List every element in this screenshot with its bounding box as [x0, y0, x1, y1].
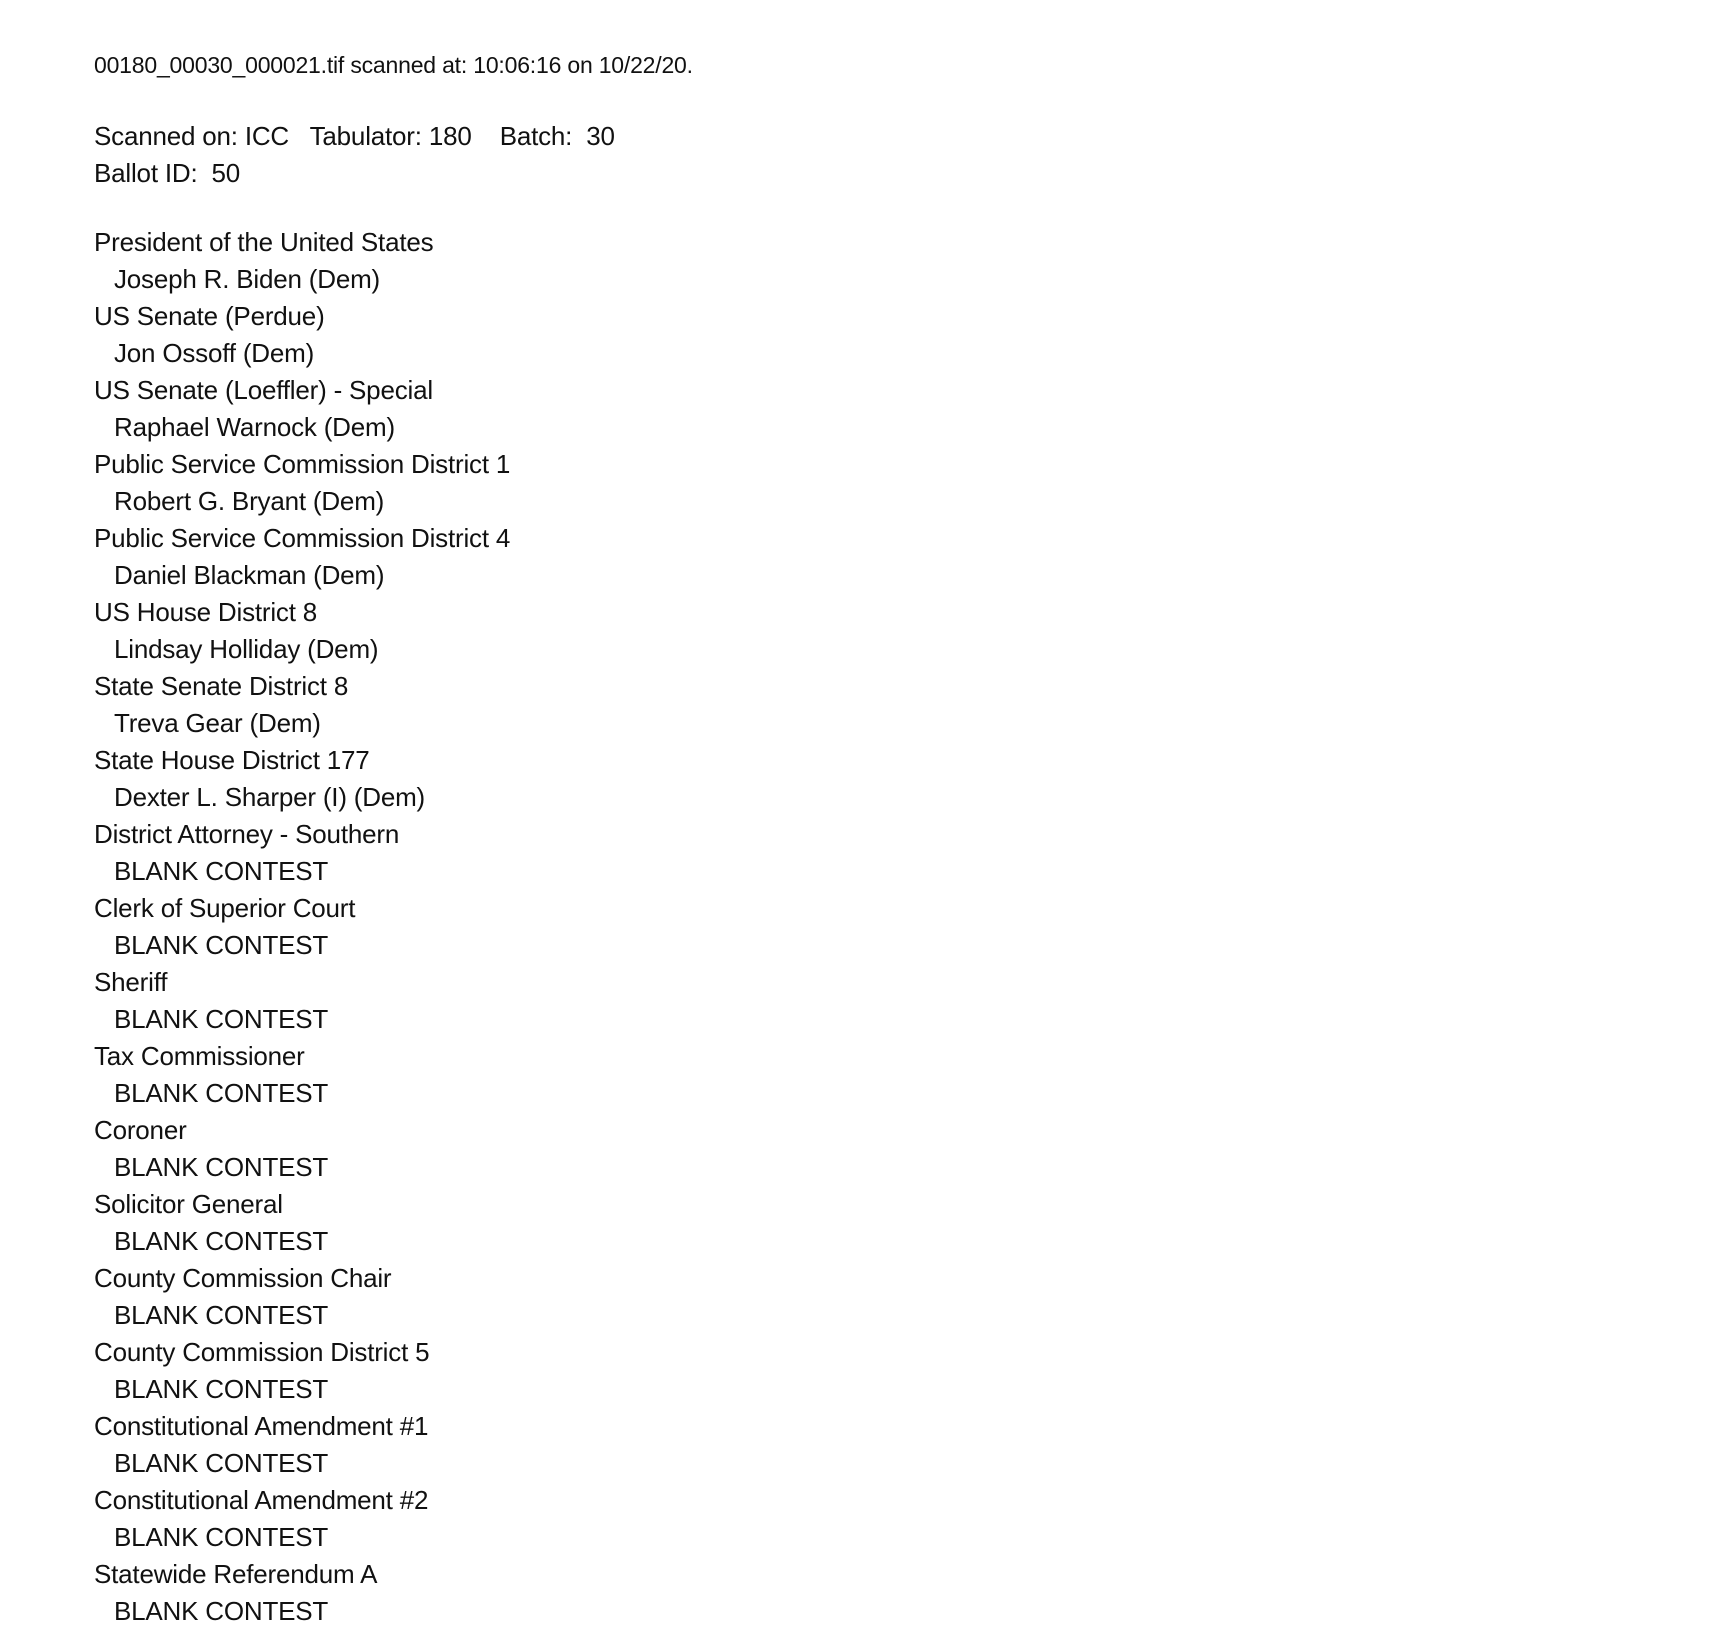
contest-title: Public Service Commission District 1: [94, 449, 511, 479]
scan-info-line: Scanned on: ICC Tabulator: 180 Batch: 30: [94, 121, 615, 151]
contest-selection: BLANK CONTEST: [114, 1300, 329, 1330]
contest-selection: Raphael Warnock (Dem): [114, 412, 395, 442]
scan-filename-line: 00180_00030_000021.tif scanned at: 10:06:16 on 10/22/20.: [94, 52, 693, 78]
contest-title: Tax Commissioner: [94, 1041, 305, 1071]
contest-selection: BLANK CONTEST: [114, 1226, 329, 1256]
contest-selection: BLANK CONTEST: [114, 856, 329, 886]
contest-title: State House District 177: [94, 745, 370, 775]
contest-title: Sheriff: [94, 967, 168, 997]
contest-selection: Robert G. Bryant (Dem): [114, 486, 385, 516]
contest-title: Solicitor General: [94, 1189, 283, 1219]
contest-selection: Jon Ossoff (Dem): [114, 338, 315, 368]
contest-title: Constitutional Amendment #2: [94, 1485, 429, 1515]
contest-title: County Commission District 5: [94, 1337, 430, 1367]
contest-list: [94, 224, 1709, 1630]
contest-title: Public Service Commission District 4: [94, 523, 511, 553]
contest-title: Constitutional Amendment #1: [94, 1411, 429, 1441]
contest-selection: Daniel Blackman (Dem): [114, 560, 385, 590]
contest-selection: BLANK CONTEST: [114, 1596, 329, 1626]
contest-title: State Senate District 8: [94, 671, 349, 701]
contest-selection: Dexter L. Sharper (I) (Dem): [114, 782, 426, 812]
contest-selection: BLANK CONTEST: [114, 1448, 329, 1478]
contest-selection: Treva Gear (Dem): [114, 708, 321, 738]
contest-title: Clerk of Superior Court: [94, 893, 356, 923]
contest-title: District Attorney - Southern: [94, 819, 400, 849]
contest-title: US Senate (Perdue): [94, 301, 325, 331]
contest-selection: BLANK CONTEST: [114, 1374, 329, 1404]
contest-title: Coroner: [94, 1115, 187, 1145]
contest-selection: BLANK CONTEST: [114, 930, 329, 960]
ballot-id-line: Ballot ID: 50: [94, 158, 241, 188]
contest-title: Statewide Referendum A: [94, 1559, 378, 1589]
contest-selection: Joseph R. Biden (Dem): [114, 264, 381, 294]
contest-selection: BLANK CONTEST: [114, 1522, 329, 1552]
contest-selection: Lindsay Holliday (Dem): [114, 634, 379, 664]
contest-title: President of the United States: [94, 227, 434, 257]
contest-selection: BLANK CONTEST: [114, 1078, 329, 1108]
contest-title: US House District 8: [94, 597, 318, 627]
contest-selection: BLANK CONTEST: [114, 1004, 329, 1034]
contest-title: County Commission Chair: [94, 1263, 392, 1293]
contest-title: US Senate (Loeffler) - Special: [94, 375, 433, 405]
contest-selection: BLANK CONTEST: [114, 1152, 329, 1182]
